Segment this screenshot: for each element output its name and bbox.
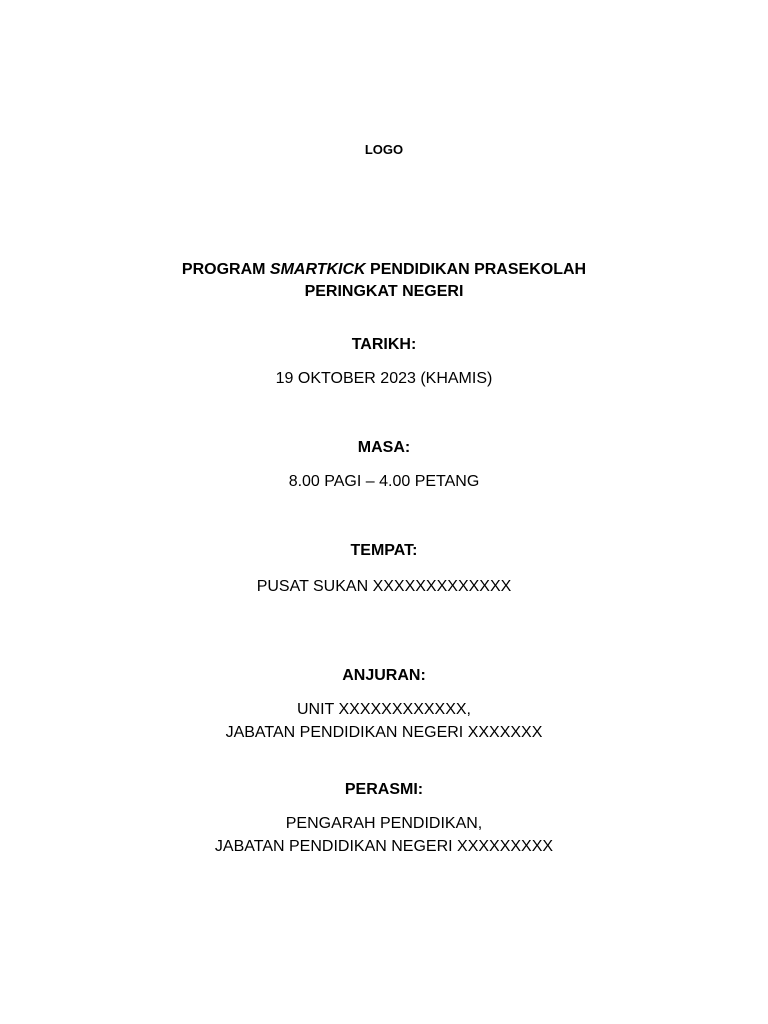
logo-placeholder: LOGO — [364, 142, 404, 157]
perasmi-label: PERASMI: — [344, 781, 424, 798]
program-title-suffix: PENDIDIKAN PRASEKOLAH — [365, 261, 587, 278]
program-title-line-1 — [0, 262, 768, 278]
tempat-label: TEMPAT: — [350, 542, 418, 559]
perasmi-line-2: JABATAN PENDIDIKAN NEGERI XXXXXXXXX — [214, 838, 554, 855]
anjuran-line-2: JABATAN PENDIDIKAN NEGERI XXXXXXX — [225, 724, 543, 741]
masa-label: MASA: — [357, 439, 411, 456]
program-title-prefix: PROGRAM — [181, 261, 270, 278]
tarikh-label: TARIKH: — [351, 336, 417, 353]
anjuran-line-1: UNIT XXXXXXXXXXXX, — [297, 701, 471, 718]
program-title-italic: SMARTKICK — [269, 261, 366, 278]
masa-value: 8.00 PAGI – 4.00 PETANG — [288, 473, 480, 490]
tarikh-value: 19 OKTOBER 2023 (KHAMIS) — [275, 370, 493, 387]
anjuran-label: ANJURAN: — [342, 667, 426, 684]
tempat-value: PUSAT SUKAN XXXXXXXXXXXXX — [256, 578, 512, 595]
perasmi-line-1: PENGARAH PENDIDIKAN, — [285, 815, 483, 832]
program-title-line-2: PERINGKAT NEGERI — [304, 283, 464, 300]
